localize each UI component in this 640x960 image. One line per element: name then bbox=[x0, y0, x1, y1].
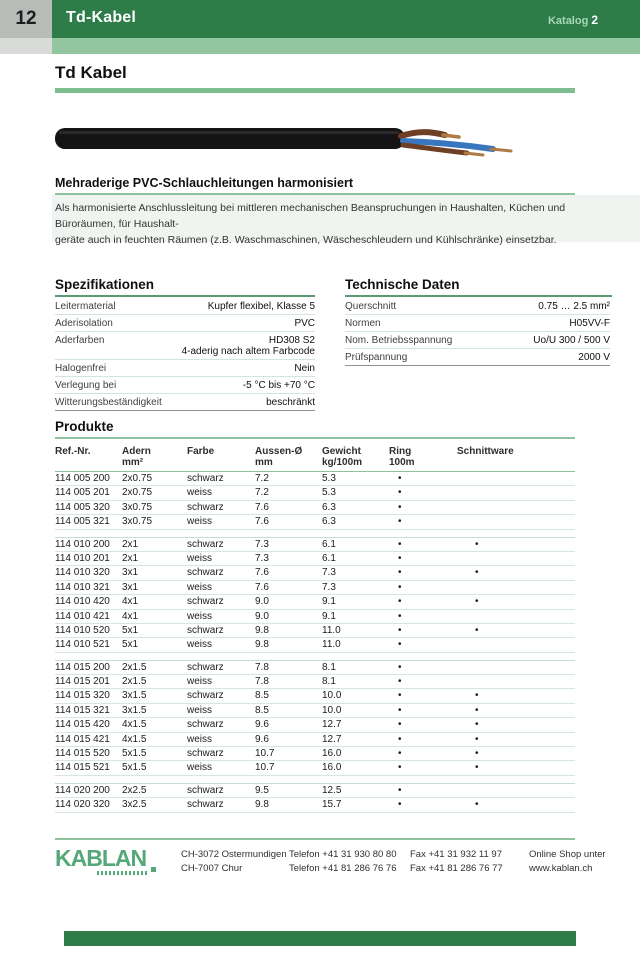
product-row bbox=[55, 610, 575, 624]
cell-adern: 5x1 bbox=[122, 639, 139, 651]
cell-adern: 5x1 bbox=[122, 624, 139, 636]
cell-gewicht: 10.0 bbox=[322, 704, 342, 716]
cell-schnittware-bullet: • bbox=[475, 567, 479, 579]
cell-gewicht: 5.3 bbox=[322, 473, 336, 484]
technical-row-label: Prüfspannung bbox=[345, 352, 408, 363]
cell-ring-bullet: • bbox=[398, 501, 402, 513]
technical-row-label: Querschnitt bbox=[345, 301, 397, 312]
cell-aussen: 9.0 bbox=[255, 610, 269, 622]
technical-row-value: H05VV-F bbox=[569, 318, 610, 329]
cell-farbe: weiss bbox=[187, 552, 213, 564]
technical-heading: Technische Daten bbox=[345, 277, 460, 292]
cell-gewicht: 6.3 bbox=[322, 516, 336, 528]
cell-farbe: schwarz bbox=[187, 473, 224, 484]
kablan-logo: KABLAN bbox=[55, 845, 147, 871]
cell-aussen: 9.8 bbox=[255, 639, 269, 651]
cell-gewicht: 8.1 bbox=[322, 676, 336, 688]
footer-address-2: CH-7007 Chur bbox=[181, 863, 243, 874]
cell-ref: 114 015 421 bbox=[55, 733, 110, 745]
cell-aussen: 7.8 bbox=[255, 661, 269, 673]
cell-farbe: schwarz bbox=[187, 784, 224, 796]
products-heading: Produkte bbox=[55, 419, 114, 434]
column-header-line1: Farbe bbox=[187, 446, 215, 457]
cell-schnittware-bullet bbox=[457, 552, 575, 565]
cell-schnittware-bullet: • bbox=[475, 596, 479, 608]
cell-gewicht: 16.0 bbox=[322, 762, 342, 774]
cell-schnittware-bullet bbox=[457, 661, 575, 674]
cell-farbe: schwarz bbox=[187, 596, 224, 608]
product-group bbox=[55, 660, 575, 776]
cell-gewicht: 10.0 bbox=[322, 690, 342, 702]
cell-aussen: 7.8 bbox=[255, 676, 269, 688]
cell-ref: 114 015 520 bbox=[55, 748, 110, 760]
specification-row-value-line1: HD308 S2 bbox=[268, 335, 315, 346]
column-header bbox=[457, 446, 575, 468]
specification-row-value: PVC bbox=[294, 318, 315, 329]
product-row bbox=[55, 581, 575, 595]
column-header-line1: Adern bbox=[122, 446, 151, 457]
cell-ring-bullet: • bbox=[398, 748, 402, 760]
cell-schnittware-bullet bbox=[457, 784, 575, 797]
cell-aussen: 7.2 bbox=[255, 487, 269, 499]
specification-row bbox=[55, 377, 315, 394]
cell-schnittware-bullet bbox=[457, 675, 575, 688]
cell-schnittware-bullet: • bbox=[475, 733, 479, 745]
cell-ring-bullet: • bbox=[398, 799, 402, 811]
cell-aussen: 7.3 bbox=[255, 552, 269, 564]
cell-farbe: weiss bbox=[187, 581, 213, 593]
cell-aussen: 10.7 bbox=[255, 762, 275, 774]
product-row bbox=[55, 733, 575, 747]
cell-aussen: 7.6 bbox=[255, 516, 269, 528]
cell-aussen: 7.6 bbox=[255, 581, 269, 593]
cell-farbe: schwarz bbox=[187, 661, 224, 673]
specifications-table bbox=[55, 298, 315, 411]
cell-gewicht: 12.5 bbox=[322, 784, 342, 796]
cell-schnittware-bullet bbox=[457, 515, 575, 528]
product-row bbox=[55, 798, 575, 812]
cell-adern: 2x1.5 bbox=[122, 676, 147, 688]
cell-adern: 4x1.5 bbox=[122, 719, 147, 731]
header-light-stripe bbox=[52, 38, 640, 54]
product-row bbox=[55, 718, 575, 732]
cell-farbe: schwarz bbox=[187, 690, 224, 702]
product-row bbox=[55, 761, 575, 775]
cell-aussen: 7.2 bbox=[255, 473, 269, 484]
column-header-line1: Aussen-Ø bbox=[255, 446, 303, 457]
catalog-number: 2 bbox=[591, 13, 598, 27]
cell-ring-bullet: • bbox=[398, 704, 402, 716]
column-header-line2: mm bbox=[255, 457, 273, 468]
technical-row-label: Nom. Betriebsspannung bbox=[345, 335, 453, 346]
cell-ref: 114 010 521 bbox=[55, 639, 110, 651]
cell-farbe: schwarz bbox=[187, 799, 224, 811]
cell-schnittware-bullet: • bbox=[475, 719, 479, 731]
catalog-word: Katalog bbox=[547, 15, 589, 27]
products-underline bbox=[55, 437, 575, 439]
footer-faxes bbox=[410, 848, 503, 876]
specifications-heading: Spezifikationen bbox=[55, 277, 155, 292]
column-header-line1: Gewicht bbox=[322, 446, 361, 457]
cell-ref: 114 010 321 bbox=[55, 581, 110, 593]
specification-row bbox=[55, 298, 315, 315]
product-row bbox=[55, 661, 575, 675]
column-header bbox=[187, 446, 255, 468]
product-row bbox=[55, 566, 575, 580]
product-row bbox=[55, 675, 575, 689]
cell-ref: 114 010 320 bbox=[55, 567, 110, 579]
specification-row-label: Witterungsbeständigkeit bbox=[55, 397, 162, 408]
technical-row bbox=[345, 315, 610, 332]
cell-adern: 3x0.75 bbox=[122, 501, 153, 513]
cell-ref: 114 005 320 bbox=[55, 501, 110, 513]
specification-row-label: Aderisolation bbox=[55, 318, 113, 329]
cell-ring-bullet: • bbox=[398, 733, 402, 745]
kablan-logo-dots bbox=[97, 871, 149, 875]
product-group bbox=[55, 783, 575, 813]
footer-phone-2: Telefon +41 81 286 76 76 bbox=[289, 863, 397, 874]
cell-ring-bullet: • bbox=[398, 676, 402, 688]
cell-ref: 114 005 200 bbox=[55, 473, 110, 484]
cell-farbe: weiss bbox=[187, 762, 213, 774]
technical-table bbox=[345, 298, 610, 366]
cell-schnittware-bullet: • bbox=[475, 748, 479, 760]
cell-farbe: schwarz bbox=[187, 501, 224, 513]
cell-gewicht: 15.7 bbox=[322, 799, 342, 811]
cell-schnittware-bullet bbox=[457, 501, 575, 514]
cell-aussen: 9.8 bbox=[255, 624, 269, 636]
cell-adern: 4x1 bbox=[122, 610, 139, 622]
cell-adern: 2x2.5 bbox=[122, 784, 147, 796]
cell-aussen: 7.6 bbox=[255, 501, 269, 513]
specification-row-value-line2: 4-aderig nach altem Farbcode bbox=[181, 346, 315, 357]
title-underline bbox=[55, 88, 575, 93]
catalog-label bbox=[548, 13, 598, 27]
column-header bbox=[55, 446, 122, 468]
footer-divider bbox=[55, 838, 575, 840]
cell-aussen: 9.8 bbox=[255, 799, 269, 811]
intro-underline bbox=[55, 193, 575, 195]
cell-ring-bullet: • bbox=[398, 552, 402, 564]
cell-schnittware-bullet bbox=[457, 486, 575, 499]
cell-adern: 3x1 bbox=[122, 567, 139, 579]
cell-ring-bullet: • bbox=[398, 610, 402, 622]
column-header bbox=[122, 446, 187, 468]
product-row bbox=[55, 501, 575, 515]
specification-row-label: Leitermaterial bbox=[55, 301, 116, 312]
specification-row-value: beschränkt bbox=[266, 397, 315, 408]
cell-aussen: 8.5 bbox=[255, 704, 269, 716]
cell-farbe: schwarz bbox=[187, 567, 224, 579]
cell-gewicht: 12.7 bbox=[322, 733, 342, 745]
cell-schnittware-bullet: • bbox=[475, 762, 479, 774]
cable-photo bbox=[55, 112, 520, 170]
cell-ref: 114 005 201 bbox=[55, 487, 110, 499]
footer-shop-label: Online Shop unter bbox=[529, 849, 606, 860]
cell-gewicht: 5.3 bbox=[322, 487, 336, 499]
intro-text-line1: Als harmonisierte Anschlussleitung bei mittleren mechanischen Beanspruchungen in Haushalten, Küchen und Büroräumen, für Haushalt- bbox=[55, 202, 566, 230]
specifications-underline bbox=[55, 295, 315, 297]
cell-aussen: 9.6 bbox=[255, 733, 269, 745]
cell-adern: 3x2.5 bbox=[122, 799, 147, 811]
cell-ring-bullet: • bbox=[398, 661, 402, 673]
cell-farbe: weiss bbox=[187, 516, 213, 528]
kablan-logo-square bbox=[151, 867, 156, 872]
cell-ring-bullet: • bbox=[398, 581, 402, 593]
column-header-line1: Schnittware bbox=[457, 446, 514, 457]
cell-ring-bullet: • bbox=[398, 538, 402, 550]
intro-text-line2: geräte auch in feuchten Räumen (z.B. Waschmaschinen, Wäscheschleudern und Kühlschränke) einsetzbar. bbox=[55, 234, 557, 246]
cell-ref: 114 010 201 bbox=[55, 552, 110, 564]
cell-ring-bullet: • bbox=[398, 762, 402, 774]
cell-ring-bullet: • bbox=[398, 516, 402, 528]
cell-ref: 114 020 320 bbox=[55, 799, 110, 811]
products-table bbox=[55, 444, 575, 813]
cell-ring-bullet: • bbox=[398, 487, 402, 499]
cell-schnittware-bullet: • bbox=[475, 704, 479, 716]
column-header-line1: Ring bbox=[389, 446, 412, 457]
cell-gewicht: 12.7 bbox=[322, 719, 342, 731]
footer-fax-1: Fax +41 31 932 11 97 bbox=[410, 849, 502, 860]
technical-row-value: 0.75 … 2.5 mm² bbox=[538, 301, 610, 312]
column-header bbox=[255, 446, 322, 468]
cell-ref: 114 015 320 bbox=[55, 690, 110, 702]
cell-adern: 2x1.5 bbox=[122, 661, 147, 673]
cell-ring-bullet: • bbox=[398, 624, 402, 636]
cell-ring-bullet: • bbox=[398, 639, 402, 651]
cell-farbe: weiss bbox=[187, 676, 213, 688]
footer-phone-1: Telefon +41 31 930 80 80 bbox=[289, 849, 397, 860]
technical-row bbox=[345, 332, 610, 349]
cell-adern: 4x1 bbox=[122, 596, 139, 608]
cell-aussen: 10.7 bbox=[255, 748, 275, 760]
technical-underline bbox=[345, 295, 612, 297]
cell-farbe: schwarz bbox=[187, 624, 224, 636]
specification-row bbox=[55, 394, 315, 411]
product-group bbox=[55, 537, 575, 653]
cell-farbe: schwarz bbox=[187, 719, 224, 731]
specification-row-value: Kupfer flexibel, Klasse 5 bbox=[207, 301, 315, 312]
column-header bbox=[322, 446, 389, 468]
product-row bbox=[55, 624, 575, 638]
specification-row-label: Verlegung bei bbox=[55, 380, 117, 391]
column-header-line2: kg/100m bbox=[322, 457, 363, 468]
cell-ref: 114 015 420 bbox=[55, 719, 110, 731]
cell-gewicht: 8.1 bbox=[322, 661, 336, 673]
cell-aussen: 8.5 bbox=[255, 690, 269, 702]
cell-schnittware-bullet bbox=[457, 638, 575, 651]
column-header-line2: mm² bbox=[122, 457, 144, 468]
cell-gewicht: 7.3 bbox=[322, 567, 336, 579]
product-row bbox=[55, 486, 575, 500]
cell-gewicht: 9.1 bbox=[322, 610, 336, 622]
cell-ref: 114 015 201 bbox=[55, 676, 110, 688]
footer-address-1: CH-3072 Ostermundigen bbox=[181, 849, 287, 860]
product-row bbox=[55, 638, 575, 652]
cell-ref: 114 015 521 bbox=[55, 762, 110, 774]
specification-row-value bbox=[182, 335, 315, 357]
product-row bbox=[55, 552, 575, 566]
cell-gewicht: 11.0 bbox=[322, 624, 341, 636]
cell-adern: 2x1 bbox=[122, 552, 139, 564]
cell-ring-bullet: • bbox=[398, 719, 402, 731]
cell-gewicht: 6.3 bbox=[322, 501, 336, 513]
cell-aussen: 7.6 bbox=[255, 567, 269, 579]
column-header bbox=[389, 446, 457, 468]
product-row bbox=[55, 472, 575, 486]
products-table-header bbox=[55, 444, 575, 472]
products-table-body bbox=[55, 472, 575, 813]
cell-ring-bullet: • bbox=[398, 784, 402, 796]
product-row bbox=[55, 595, 575, 609]
footer-addresses bbox=[181, 848, 287, 876]
cell-farbe: weiss bbox=[187, 610, 213, 622]
cell-schnittware-bullet: • bbox=[475, 624, 479, 636]
cell-ring-bullet: • bbox=[398, 596, 402, 608]
cell-ref: 114 005 321 bbox=[55, 516, 110, 528]
cell-farbe: schwarz bbox=[187, 748, 224, 760]
cell-schnittware-bullet: • bbox=[475, 538, 479, 550]
cell-adern: 2x1 bbox=[122, 538, 139, 550]
cell-farbe: weiss bbox=[187, 704, 213, 716]
footer-fax-2: Fax +41 81 286 76 77 bbox=[410, 863, 503, 874]
cell-ref: 114 010 420 bbox=[55, 596, 110, 608]
cell-ring-bullet: • bbox=[398, 473, 402, 484]
bottom-green-bar bbox=[64, 931, 576, 946]
cell-gewicht: 16.0 bbox=[322, 748, 342, 760]
cell-ref: 114 015 321 bbox=[55, 704, 110, 716]
cell-aussen: 9.5 bbox=[255, 784, 269, 796]
intro-heading: Mehraderige PVC-Schlauchleitungen harmonisiert bbox=[55, 176, 353, 190]
page-title: Td Kabel bbox=[55, 63, 127, 82]
product-group bbox=[55, 472, 575, 530]
cell-ring-bullet: • bbox=[398, 567, 402, 579]
specification-row bbox=[55, 315, 315, 332]
cell-adern: 2x0.75 bbox=[122, 473, 153, 484]
cell-farbe: weiss bbox=[187, 487, 213, 499]
cell-gewicht: 9.1 bbox=[322, 596, 336, 608]
cell-adern: 5x1.5 bbox=[122, 762, 147, 774]
cell-adern: 3x1.5 bbox=[122, 690, 147, 702]
column-header-line1: Ref.-Nr. bbox=[55, 446, 91, 457]
product-row bbox=[55, 784, 575, 798]
cell-aussen: 9.6 bbox=[255, 719, 269, 731]
specification-row-label: Halogenfrei bbox=[55, 363, 107, 374]
cell-ref: 114 010 421 bbox=[55, 610, 110, 622]
technical-row bbox=[345, 349, 610, 366]
product-row bbox=[55, 538, 575, 552]
cell-ref: 114 020 200 bbox=[55, 784, 110, 796]
cell-gewicht: 6.1 bbox=[322, 552, 336, 564]
specification-row bbox=[55, 332, 315, 360]
footer-phones bbox=[289, 848, 397, 876]
cell-gewicht: 11.0 bbox=[322, 639, 341, 651]
specification-row-label: Aderfarben bbox=[55, 335, 105, 346]
footer-shop-url: www.kablan.ch bbox=[529, 863, 593, 874]
header-title: Td-Kabel bbox=[66, 9, 137, 26]
specification-row bbox=[55, 360, 315, 377]
cell-farbe: weiss bbox=[187, 639, 213, 651]
product-row bbox=[55, 704, 575, 718]
cell-adern: 4x1.5 bbox=[122, 733, 147, 745]
intro-text bbox=[55, 200, 579, 248]
cell-schnittware-bullet bbox=[457, 581, 575, 594]
technical-row-label: Normen bbox=[345, 318, 381, 329]
cell-ref: 114 010 520 bbox=[55, 624, 110, 636]
cell-schnittware-bullet bbox=[457, 472, 575, 485]
cell-ring-bullet: • bbox=[398, 690, 402, 702]
cell-ref: 114 010 200 bbox=[55, 538, 110, 550]
cell-gewicht: 6.1 bbox=[322, 538, 336, 550]
specification-row-value: Nein bbox=[294, 363, 315, 374]
footer-shop bbox=[529, 848, 606, 876]
cell-gewicht: 7.3 bbox=[322, 581, 336, 593]
cell-aussen: 9.0 bbox=[255, 596, 269, 608]
page-number-sub-strip bbox=[0, 38, 52, 54]
product-row bbox=[55, 689, 575, 703]
cell-adern: 3x1.5 bbox=[122, 704, 147, 716]
cell-aussen: 7.3 bbox=[255, 538, 269, 550]
cell-adern: 2x0.75 bbox=[122, 487, 153, 499]
technical-row-value: 2000 V bbox=[578, 352, 610, 363]
technical-row bbox=[345, 298, 610, 315]
cell-adern: 5x1.5 bbox=[122, 748, 147, 760]
page-number: 12 bbox=[0, 0, 52, 38]
technical-row-value: Uo/U 300 / 500 V bbox=[533, 335, 610, 346]
cell-ref: 114 015 200 bbox=[55, 661, 110, 673]
product-row bbox=[55, 515, 575, 529]
cell-schnittware-bullet: • bbox=[475, 690, 479, 702]
cell-schnittware-bullet: • bbox=[475, 799, 479, 811]
column-header-line2: 100m bbox=[389, 457, 415, 468]
product-row bbox=[55, 747, 575, 761]
cell-farbe: weiss bbox=[187, 733, 213, 745]
cell-farbe: schwarz bbox=[187, 538, 224, 550]
specification-row-value: -5 °C bis +70 °C bbox=[242, 380, 315, 391]
cell-adern: 3x1 bbox=[122, 581, 139, 593]
cell-adern: 3x0.75 bbox=[122, 516, 153, 528]
cell-schnittware-bullet bbox=[457, 610, 575, 623]
